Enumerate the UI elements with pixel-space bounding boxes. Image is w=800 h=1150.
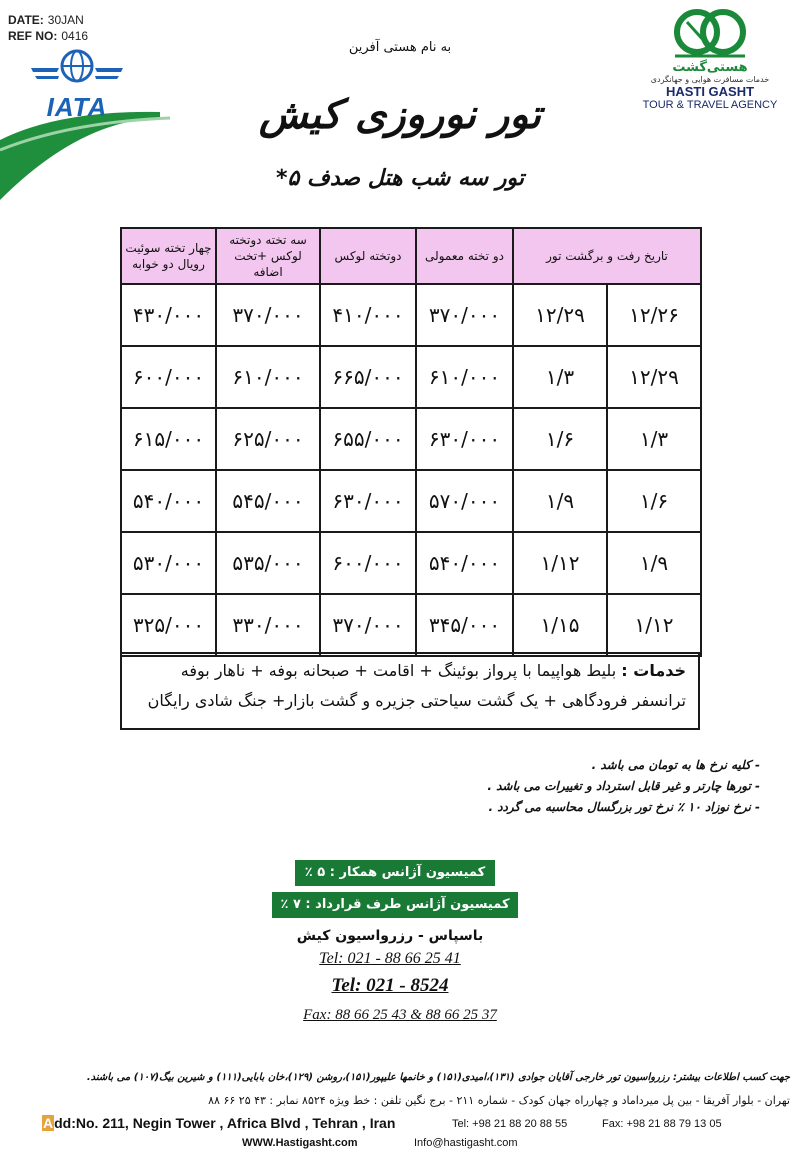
cell-depart: ۱۲/۲۹ xyxy=(607,346,701,408)
cell-price: ۶۶۵/۰۰۰ xyxy=(320,346,416,408)
cell-return: ۱/۳ xyxy=(513,346,607,408)
cell-depart: ۱/۱۲ xyxy=(607,594,701,656)
cell-price: ۴۱۰/۰۰۰ xyxy=(320,284,416,346)
footer-fax: Fax: +98 21 88 79 13 05 xyxy=(602,1118,722,1130)
contact-tel-1[interactable]: Tel: 021 - 88 66 25 41 xyxy=(319,950,461,967)
cell-price: ۳۷۰/۰۰۰ xyxy=(216,284,320,346)
cell-price: ۳۴۵/۰۰۰ xyxy=(416,594,513,656)
table-row xyxy=(121,346,701,408)
logo-en-tagline: TOUR & TRAVEL AGENCY xyxy=(642,99,778,111)
services-line2: ترانسفر فرودگاهی + یک گشت سیاحتی جزیره و گشت بازار+ جنگ شادی رایگان xyxy=(147,691,686,710)
cell-price: ۳۷۰/۰۰۰ xyxy=(416,284,513,346)
commission-contract-badge: کمیسیون آژانس طرف قرارداد : ۷ ٪ xyxy=(272,892,518,918)
cell-price: ۶۰۰/۰۰۰ xyxy=(121,346,216,408)
header-double-standard: دو تخته معمولی xyxy=(416,228,513,284)
cell-price: ۵۴۰/۰۰۰ xyxy=(121,470,216,532)
page-title: تور نوروزی کیش xyxy=(258,92,542,138)
note-item: - کلیه نرخ ها به تومان می باشد . xyxy=(591,758,760,772)
header-triple: سه تخته دوتخته لوکس +تخت اضافه xyxy=(216,228,320,284)
cell-price: ۶۱۰/۰۰۰ xyxy=(416,346,513,408)
logo-fa-name: هستی‌گشت xyxy=(672,60,748,75)
cell-price: ۵۴۵/۰۰۰ xyxy=(216,470,320,532)
logo-en-name: HASTI GASHT xyxy=(665,84,755,99)
footer-en-address-rest: dd:No. 211, Negin Tower , Africa Blvd , Tehran , Iran xyxy=(54,1115,396,1131)
cell-return: ۱/۶ xyxy=(513,408,607,470)
contact-fax: Fax: 88 66 25 43 & 88 66 25 37 xyxy=(303,1007,497,1023)
cell-price: ۶۰۰/۰۰۰ xyxy=(320,532,416,594)
iata-globe-icon xyxy=(29,46,125,90)
cell-return: ۱/۹ xyxy=(513,470,607,532)
date-ref-block xyxy=(8,12,88,44)
iata-text: IATA xyxy=(46,92,108,122)
cell-price: ۶۱۵/۰۰۰ xyxy=(121,408,216,470)
table-row xyxy=(121,408,701,470)
cell-price: ۵۳۰/۰۰۰ xyxy=(121,532,216,594)
cell-price: ۶۳۰/۰۰۰ xyxy=(416,408,513,470)
cell-depart: ۱۲/۲۶ xyxy=(607,284,701,346)
thanks-reservation-text: باسپاس - رزرواسیون کیش xyxy=(296,928,484,944)
footer-info-text: جهت کسب اطلاعات بیشتر: رزرواسیون تور خارجی آقایان جوادی (۱۳۱)،امیدی(۱۵۱) و خانمها علیپور(۱۵۱)،روشن (۱۲۹)،خان بابایی(۱۱۱) و شیرین بیگ(۱۰۷) می باشند. xyxy=(86,1072,790,1083)
cell-price: ۶۱۰/۰۰۰ xyxy=(216,346,320,408)
date-value: 30JAN xyxy=(47,13,84,27)
iata-logo xyxy=(22,46,132,123)
footer-website-link[interactable]: WWW.Hastigasht.com xyxy=(242,1137,358,1149)
hasti-gasht-logo xyxy=(630,6,790,111)
services-label: خدمات : xyxy=(621,661,686,680)
header-quad-suite: چهار تخته سوئیت رویال دو خوابه xyxy=(121,228,216,284)
note-item: - نرخ نوزاد ۱۰ ٪ نرخ تور بزرگسال محاسبه می گردد . xyxy=(488,800,760,814)
cell-return: ۱/۱۵ xyxy=(513,594,607,656)
table-header-row xyxy=(121,228,701,284)
cell-price: ۳۷۰/۰۰۰ xyxy=(320,594,416,656)
footer-en-address-initial: A xyxy=(43,1115,54,1131)
logo-fa-sub: خدمات مسافرت هوایی و جهانگردی xyxy=(650,75,770,84)
header-dates: تاریخ رفت و برگشت تور xyxy=(513,228,701,284)
table-row xyxy=(121,470,701,532)
notes-list xyxy=(380,755,760,818)
services-line1: بلیط هواپیما با پرواز بوئینگ + اقامت + صبحانه بوفه + ناهار بوفه xyxy=(180,661,617,680)
cell-return: ۱/۱۲ xyxy=(513,532,607,594)
footer-en-address xyxy=(42,1115,395,1131)
contact-tel-2[interactable]: Tel: 021 - 8524 xyxy=(331,975,449,996)
header-double-lux: دوتخته لوکس xyxy=(320,228,416,284)
cell-return: ۱۲/۲۹ xyxy=(513,284,607,346)
cell-price: ۳۳۰/۰۰۰ xyxy=(216,594,320,656)
table-row xyxy=(121,284,701,346)
page-subtitle: تور سه شب هتل صدف ۵* xyxy=(276,166,524,191)
ref-label: REF NO: xyxy=(8,29,58,43)
cell-price: ۵۴۰/۰۰۰ xyxy=(416,532,513,594)
hasti-gasht-logo-icon xyxy=(665,6,755,62)
cell-price: ۵۳۵/۰۰۰ xyxy=(216,532,320,594)
cell-price: ۶۲۵/۰۰۰ xyxy=(216,408,320,470)
cell-price: ۶۵۵/۰۰۰ xyxy=(320,408,416,470)
ref-value: 0416 xyxy=(61,29,89,43)
date-label: DATE: xyxy=(8,13,44,27)
table-row xyxy=(121,594,701,656)
price-table xyxy=(120,227,702,657)
cell-depart: ۱/۳ xyxy=(607,408,701,470)
commission-partner-badge: کمیسیون آژانس همکار : ۵ ٪ xyxy=(295,860,495,886)
cell-price: ۵۷۰/۰۰۰ xyxy=(416,470,513,532)
services-box xyxy=(120,652,700,730)
cell-price: ۳۲۵/۰۰۰ xyxy=(121,594,216,656)
note-item: - تورها چارتر و غیر قابل استرداد و تغییرات می باشد . xyxy=(487,779,760,793)
cell-price: ۴۳۰/۰۰۰ xyxy=(121,284,216,346)
footer-email-link[interactable]: Info@hastigasht.com xyxy=(414,1137,518,1149)
cell-price: ۶۳۰/۰۰۰ xyxy=(320,470,416,532)
footer-fa-address: تهران - بلوار آفریقا - بین پل میرداماد و چهارراه جهان کودک - شماره ۲۱۱ - برج نگین تلفن : خط ویژه ۸۵۲۴ نمابر : ۴۳ ۲۵ ۶۶ ۸۸ xyxy=(208,1094,790,1107)
footer-tel[interactable]: Tel: +98 21 88 20 88 55 xyxy=(452,1118,568,1130)
cell-depart: ۱/۹ xyxy=(607,532,701,594)
table-row xyxy=(121,532,701,594)
cell-depart: ۱/۶ xyxy=(607,470,701,532)
bismillah-text: به نام هستی آفرین xyxy=(348,40,452,55)
